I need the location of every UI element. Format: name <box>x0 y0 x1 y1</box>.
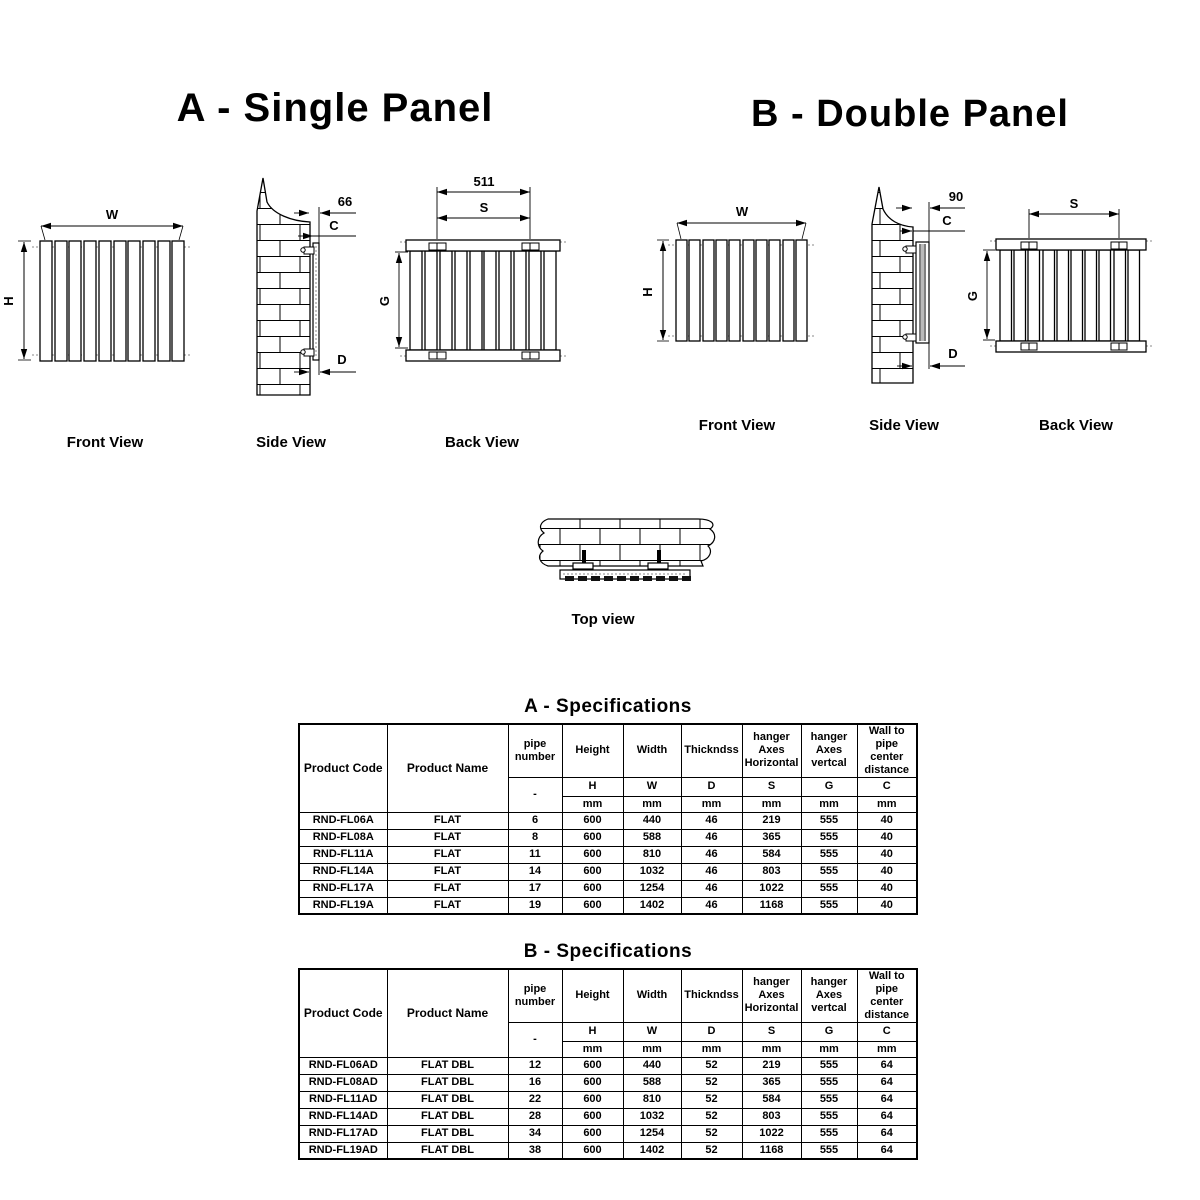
column-header: Product Name <box>387 969 508 1057</box>
table-cell: 365 <box>742 1074 801 1091</box>
symbol-cell: G <box>801 1022 857 1041</box>
table-cell: 40 <box>857 880 917 897</box>
column-header: Height <box>562 969 623 1022</box>
table-cell: 64 <box>857 1142 917 1159</box>
symbol-cell: S <box>742 1022 801 1041</box>
table-cell: 600 <box>562 863 623 880</box>
table-cell: 584 <box>742 846 801 863</box>
table-cell: 40 <box>857 897 917 914</box>
table-cell: 1022 <box>742 1125 801 1142</box>
table-cell: FLAT <box>387 863 508 880</box>
column-header: pipe number <box>508 724 562 777</box>
table-row <box>299 1125 917 1142</box>
b-front-height-label: H <box>640 287 655 297</box>
top-view-caption: Top view <box>571 611 635 628</box>
table-cell: 52 <box>681 1125 742 1142</box>
b-back-g-label: G <box>965 290 980 302</box>
column-header: Thickndss <box>681 969 742 1022</box>
table-cell: RND-FL11A <box>299 846 387 863</box>
table-cell: RND-FL14A <box>299 863 387 880</box>
table-cell: 1168 <box>742 897 801 914</box>
table-cell: 555 <box>801 829 857 846</box>
table-cell: FLAT DBL <box>387 1108 508 1125</box>
b-side-view-diagram <box>872 187 965 383</box>
table-cell: RND-FL08AD <box>299 1074 387 1091</box>
table-row <box>299 863 917 880</box>
table-cell: RND-FL06AD <box>299 1057 387 1074</box>
column-header: hanger Axes vertcal <box>801 969 857 1022</box>
table-row <box>299 829 917 846</box>
table-cell: RND-FL08A <box>299 829 387 846</box>
table-cell: 64 <box>857 1125 917 1142</box>
table-cell: 555 <box>801 897 857 914</box>
table-cell: 365 <box>742 829 801 846</box>
table-cell: 12 <box>508 1057 562 1074</box>
table-cell: RND-FL14AD <box>299 1108 387 1125</box>
table-cell: 555 <box>801 1142 857 1159</box>
table-cell: 440 <box>623 1057 681 1074</box>
table-cell: FLAT <box>387 829 508 846</box>
table-row <box>299 1091 917 1108</box>
table-cell: FLAT DBL <box>387 1125 508 1142</box>
a-side-wall-offset-value: 66 <box>337 194 353 209</box>
table-row <box>299 812 917 829</box>
unit-cell: mm <box>562 1041 623 1057</box>
a-side-view-caption: Side View <box>256 434 326 451</box>
table-cell: 17 <box>508 880 562 897</box>
symbol-cell: - <box>508 1022 562 1057</box>
table-cell: 34 <box>508 1125 562 1142</box>
table-cell: 46 <box>681 829 742 846</box>
table-cell: 555 <box>801 1057 857 1074</box>
column-header: hanger Axes Horizontal <box>742 724 801 777</box>
column-header: pipe number <box>508 969 562 1022</box>
table-cell: 1402 <box>623 1142 681 1159</box>
unit-cell: mm <box>801 1041 857 1057</box>
table-cell: RND-FL17A <box>299 880 387 897</box>
column-header: Height <box>562 724 623 777</box>
table-cell: RND-FL17AD <box>299 1125 387 1142</box>
unit-cell: mm <box>681 796 742 812</box>
unit-cell: mm <box>857 796 917 812</box>
b-front-view-caption: Front View <box>698 417 776 434</box>
table-cell: 600 <box>562 1057 623 1074</box>
table-cell: 64 <box>857 1108 917 1125</box>
section-a-title: A - Single Panel <box>176 86 494 130</box>
table-row <box>299 1108 917 1125</box>
a-side-view-diagram <box>257 178 356 395</box>
unit-cell: mm <box>857 1041 917 1057</box>
table-row <box>299 897 917 914</box>
table-cell: 64 <box>857 1074 917 1091</box>
b-back-s-label: S <box>1069 196 1079 211</box>
symbol-cell: C <box>857 1022 917 1041</box>
table-cell: 64 <box>857 1091 917 1108</box>
table-cell: 8 <box>508 829 562 846</box>
table-row <box>299 846 917 863</box>
table-cell: 600 <box>562 1108 623 1125</box>
a-front-height-label: H <box>1 296 16 306</box>
symbol-cell: H <box>562 777 623 796</box>
a-back-view-diagram <box>377 174 566 361</box>
table-cell: 588 <box>623 829 681 846</box>
table-cell: 810 <box>623 846 681 863</box>
spec-table-a-title: A - Specifications <box>524 696 692 717</box>
spec-table-a <box>298 723 918 915</box>
table-cell: 1168 <box>742 1142 801 1159</box>
table-cell: 22 <box>508 1091 562 1108</box>
table-cell: 555 <box>801 1074 857 1091</box>
unit-cell: mm <box>801 796 857 812</box>
table-cell: RND-FL06A <box>299 812 387 829</box>
symbol-cell: H <box>562 1022 623 1041</box>
table-cell: 40 <box>857 829 917 846</box>
symbol-cell: C <box>857 777 917 796</box>
table-cell: 52 <box>681 1142 742 1159</box>
table-cell: 600 <box>562 1142 623 1159</box>
spec-table-b <box>298 968 918 1160</box>
b-front-width-label: W <box>735 204 749 219</box>
b-side-wall-offset-value: 90 <box>948 189 964 204</box>
table-cell: 803 <box>742 863 801 880</box>
table-cell: 600 <box>562 829 623 846</box>
section-b-title: B - Double Panel <box>751 93 1069 135</box>
b-side-c-label: C <box>942 213 952 228</box>
unit-cell: mm <box>742 796 801 812</box>
column-header: Thickndss <box>681 724 742 777</box>
spec-table-b-body <box>299 1057 917 1159</box>
table-cell: 555 <box>801 1091 857 1108</box>
a-back-g-label: G <box>377 295 392 307</box>
table-cell: 600 <box>562 1125 623 1142</box>
table-cell: 40 <box>857 846 917 863</box>
table-cell: 555 <box>801 880 857 897</box>
table-cell: 1254 <box>623 880 681 897</box>
table-cell: 11 <box>508 846 562 863</box>
table-cell: 46 <box>681 897 742 914</box>
table-cell: 38 <box>508 1142 562 1159</box>
top-view-diagram <box>538 519 714 581</box>
table-cell: 52 <box>681 1108 742 1125</box>
unit-cell: mm <box>623 1041 681 1057</box>
table-cell: 555 <box>801 846 857 863</box>
spec-section-b <box>298 941 918 1160</box>
table-cell: 600 <box>562 897 623 914</box>
a-side-c-label: C <box>329 218 339 233</box>
table-cell: 6 <box>508 812 562 829</box>
table-cell: FLAT <box>387 897 508 914</box>
b-back-view-diagram <box>965 196 1154 352</box>
table-cell: 28 <box>508 1108 562 1125</box>
column-header: hanger Axes vertcal <box>801 724 857 777</box>
unit-cell: mm <box>681 1041 742 1057</box>
table-cell: RND-FL19AD <box>299 1142 387 1159</box>
table-cell: 46 <box>681 863 742 880</box>
symbol-cell: G <box>801 777 857 796</box>
b-side-view-caption: Side View <box>869 417 939 434</box>
unit-cell: mm <box>742 1041 801 1057</box>
table-cell: 219 <box>742 1057 801 1074</box>
table-cell: RND-FL19A <box>299 897 387 914</box>
column-header: Width <box>623 969 681 1022</box>
table-cell: 1032 <box>623 863 681 880</box>
table-cell: 1402 <box>623 897 681 914</box>
a-back-view-caption: Back View <box>445 434 519 451</box>
column-header: Product Code <box>299 969 387 1057</box>
table-cell: 40 <box>857 863 917 880</box>
b-side-d-label: D <box>948 346 958 361</box>
table-cell: 810 <box>623 1091 681 1108</box>
table-cell: FLAT DBL <box>387 1091 508 1108</box>
column-header: Product Code <box>299 724 387 812</box>
a-back-hanger-span-value: 511 <box>473 174 495 189</box>
table-cell: FLAT DBL <box>387 1142 508 1159</box>
table-cell: RND-FL11AD <box>299 1091 387 1108</box>
a-front-view-caption: Front View <box>66 434 144 451</box>
table-cell: 46 <box>681 880 742 897</box>
symbol-cell: W <box>623 1022 681 1041</box>
table-cell: 600 <box>562 846 623 863</box>
table-row <box>299 880 917 897</box>
table-cell: 219 <box>742 812 801 829</box>
table-cell: 803 <box>742 1108 801 1125</box>
b-back-view-caption: Back View <box>1039 417 1113 434</box>
unit-cell: mm <box>623 796 681 812</box>
table-cell: 600 <box>562 880 623 897</box>
table-cell: 555 <box>801 863 857 880</box>
table-cell: 46 <box>681 812 742 829</box>
symbol-cell: D <box>681 777 742 796</box>
table-row <box>299 1074 917 1091</box>
table-cell: FLAT <box>387 880 508 897</box>
table-cell: 600 <box>562 812 623 829</box>
table-cell: 555 <box>801 812 857 829</box>
table-cell: 600 <box>562 1074 623 1091</box>
table-cell: 584 <box>742 1091 801 1108</box>
spec-table-b-title: B - Specifications <box>523 941 693 962</box>
table-cell: 16 <box>508 1074 562 1091</box>
b-front-view-diagram <box>640 204 816 341</box>
table-cell: 1022 <box>742 880 801 897</box>
column-header: hanger Axes Horizontal <box>742 969 801 1022</box>
table-cell: FLAT <box>387 812 508 829</box>
spec-section-a <box>298 696 918 915</box>
table-cell: 440 <box>623 812 681 829</box>
a-back-s-label: S <box>479 200 489 215</box>
table-cell: 555 <box>801 1108 857 1125</box>
table-cell: 588 <box>623 1074 681 1091</box>
table-cell: 555 <box>801 1125 857 1142</box>
table-cell: 1254 <box>623 1125 681 1142</box>
table-row <box>299 1057 917 1074</box>
column-header: Wall to pipe center distance <box>857 969 917 1022</box>
table-cell: 19 <box>508 897 562 914</box>
table-cell: 52 <box>681 1057 742 1074</box>
symbol-cell: S <box>742 777 801 796</box>
table-cell: 14 <box>508 863 562 880</box>
table-cell: 1032 <box>623 1108 681 1125</box>
column-header: Width <box>623 724 681 777</box>
table-cell: FLAT <box>387 846 508 863</box>
table-cell: 600 <box>562 1091 623 1108</box>
spec-table-a-body <box>299 812 917 914</box>
column-header: Wall to pipe center distance <box>857 724 917 777</box>
column-header: Product Name <box>387 724 508 812</box>
table-cell: 46 <box>681 846 742 863</box>
symbol-cell: W <box>623 777 681 796</box>
table-cell: FLAT DBL <box>387 1057 508 1074</box>
unit-cell: mm <box>562 796 623 812</box>
table-cell: 52 <box>681 1091 742 1108</box>
table-cell: 40 <box>857 812 917 829</box>
symbol-cell: D <box>681 1022 742 1041</box>
table-row <box>299 1142 917 1159</box>
a-front-width-label: W <box>105 207 119 222</box>
a-side-d-label: D <box>337 352 347 367</box>
a-front-view-diagram <box>1 207 191 361</box>
table-cell: 64 <box>857 1057 917 1074</box>
table-cell: 52 <box>681 1074 742 1091</box>
table-cell: FLAT DBL <box>387 1074 508 1091</box>
symbol-cell: - <box>508 777 562 812</box>
